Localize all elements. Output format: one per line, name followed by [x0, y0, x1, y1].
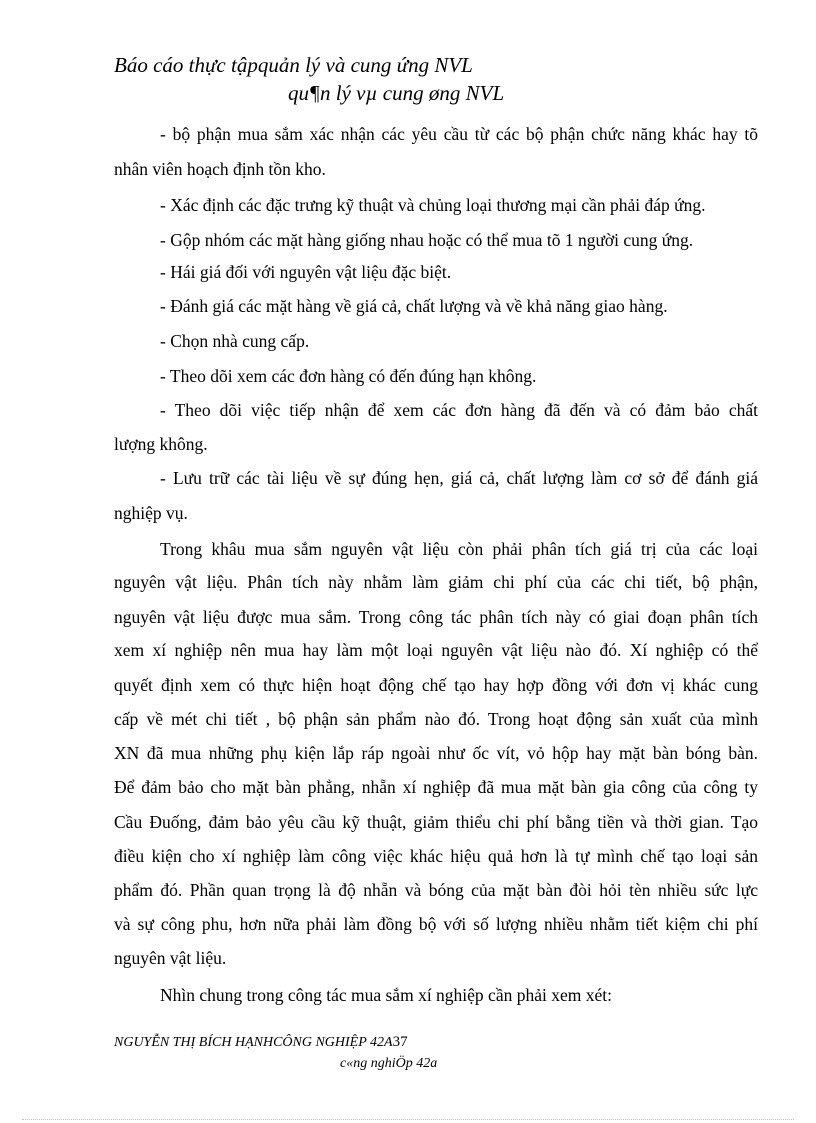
body-line: Để đảm bảo cho mặt bàn phẳng, nhẵn xí nghiệp đã mua mặt bàn gia công của công ty	[114, 777, 758, 797]
body-line: phẩm đó. Phần quan trọng là độ nhẵn và bóng của mặt bàn đòi hỏi tèn nhiều sức lực	[114, 880, 758, 900]
body-line: Trong khâu mua sắm nguyên vật liệu còn phải phân tích giá trị của các loại	[160, 539, 758, 559]
body-line: xem xí nghiệp nên mua hay làm một loại nguyên vật liệu nào đó. Xí nghiệp có thể	[114, 640, 758, 660]
body-line: quyết định xem có thực hiện hoạt động chế tạo hay hợp đồng với đơn vị khác cung	[114, 675, 758, 695]
body-line: nguyên vật liệu.	[114, 948, 227, 968]
footer-subline: c«ng nghiÖp 42a	[340, 1056, 438, 1071]
report-header-title: Báo cáo thực tậpquản lý và cung ứng NVL	[114, 53, 473, 77]
body-line: - Gộp nhóm các mặt hàng giống nhau hoặc có thể mua tõ 1 người cung ứng.	[160, 230, 694, 250]
footer-author: NGUYỄN THỊ BÍCH HẠNHCÔNG NGHIỆP 42A	[114, 1035, 393, 1050]
body-line: - bộ phận mua sắm xác nhận các yêu cầu từ các bộ phận chức năng khác hay tõ	[160, 124, 758, 144]
body-line: điều kiện cho xí nghiệp làm công việc khác hiệu quả hơn là tự mình chế tạo loại sản	[114, 846, 758, 866]
body-line: - Theo dõi xem các đơn hàng có đến đúng hạn không.	[160, 366, 537, 386]
body-line: - Hái giá đối với nguyên vật liệu đặc biệt.	[160, 262, 452, 282]
report-header-subtitle: qu¶n lý vµ cung øng NVL	[288, 81, 505, 105]
body-line: nguyên vật liệu được mua sắm. Trong công tác phân tích này có giai đoạn phân tích	[114, 607, 758, 627]
page-bottom-rule	[22, 1119, 794, 1120]
footer-author-line	[114, 1035, 408, 1050]
body-line: nhân viên hoạch định tồn kho.	[114, 159, 326, 179]
body-line: Nhìn chung trong công tác mua sắm xí nghiệp cần phải xem xét:	[160, 985, 612, 1005]
body-line: XN đã mua những phụ kiện lắp ráp ngoài như ốc vít, vỏ hộp hay mặt bàn bóng bàn.	[114, 743, 758, 763]
body-line: nghiệp vụ.	[114, 503, 188, 523]
page-number: 37	[392, 1034, 408, 1050]
body-line: nguyên vật liệu. Phân tích này nhằm làm giảm chi phí của các chi tiết, bộ phận,	[114, 572, 758, 592]
body-line: cấp về mét chi tiết , bộ phận sản phẩm nào đó. Trong hoạt động sản xuất của mình	[114, 709, 758, 729]
body-line: lượng không.	[114, 434, 208, 454]
body-line: Cầu Đuống, đảm bảo yêu cầu kỹ thuật, giảm thiểu chi phí bằng tiền và thời gian. Tạo	[114, 812, 758, 832]
body-line: - Đánh giá các mặt hàng về giá cả, chất lượng và về khả năng giao hàng.	[160, 296, 668, 316]
body-line: - Chọn nhà cung cấp.	[160, 331, 310, 351]
body-line: - Xác định các đặc trưng kỹ thuật và chủng loại thương mại cần phải đáp ứng.	[160, 195, 706, 215]
body-line: - Theo dõi việc tiếp nhận để xem các đơn hàng đã đến và có đảm bảo chất	[160, 400, 758, 420]
body-line: - Lưu trữ các tài liệu về sự đúng hẹn, giá cả, chất lượng làm cơ sở để đánh giá	[160, 468, 758, 488]
body-line: và sự công phu, hơn nữa phải làm đồng bộ với số lượng nhiều nhằm tiết kiệm chi phí	[114, 914, 758, 934]
